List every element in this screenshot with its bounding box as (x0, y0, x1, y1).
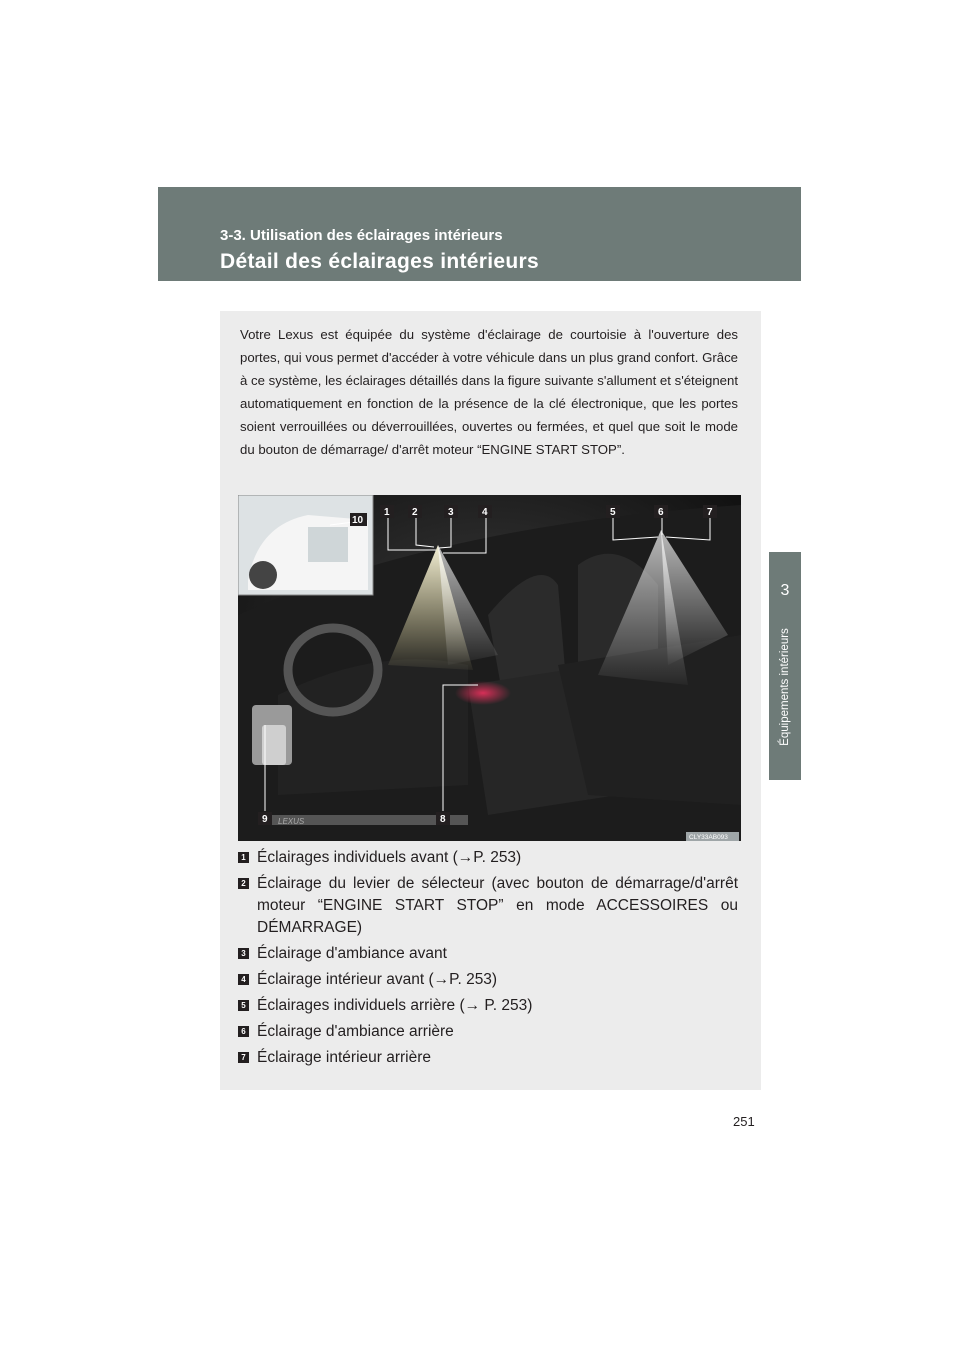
callout-4: 4 (482, 507, 488, 518)
lighting-items-list (238, 847, 738, 1073)
interior-lighting-figure (238, 495, 741, 841)
item-number-badge: 5 (238, 1000, 249, 1011)
list-item (238, 1047, 738, 1069)
list-item (238, 995, 738, 1017)
page-number: 251 (733, 1114, 755, 1129)
item-text: Éclairage d'ambiance avant (257, 945, 447, 962)
item-text: Éclairage intérieur arrière (257, 1049, 432, 1066)
item-text: Éclairage du levier de sélecteur (avec bouton de démarrage/d'arrêt moteur “ENGINE START STOP” en mode ACCESSOIRES ou DÉMARRAGE) (257, 875, 738, 936)
item-number-badge: 2 (238, 878, 249, 889)
item-number-badge: 1 (238, 852, 249, 863)
callout-8: 8 (440, 814, 446, 825)
interior-photo-illustration (238, 495, 741, 841)
callout-5: 5 (610, 507, 616, 518)
floor-logo: LEXUS (278, 817, 305, 826)
list-item (238, 847, 738, 869)
item-text: Éclairages individuels avant (→P. 253) (257, 849, 522, 866)
header-side-tab (769, 187, 801, 281)
item-text: Éclairages individuels arrière (→ P. 253) (257, 997, 533, 1014)
list-item (238, 873, 738, 939)
figure-code: CLY33AB093 (689, 834, 728, 841)
callout-10: 10 (352, 515, 364, 526)
callout-3: 3 (448, 507, 454, 518)
page-title: Détail des éclairages intérieurs (220, 250, 539, 273)
item-text: Éclairage d'ambiance arrière (257, 1023, 454, 1040)
item-number-badge: 6 (238, 1026, 249, 1037)
content-box (220, 311, 761, 1090)
section-label: 3-3. Utilisation des éclairages intérieurs (220, 227, 503, 244)
chapter-number: 3 (780, 582, 790, 599)
item-number-badge: 7 (238, 1052, 249, 1063)
chapter-tab[interactable] (769, 552, 801, 780)
callout-1: 1 (384, 507, 390, 518)
callout-6: 6 (658, 507, 664, 518)
item-text: Éclairage intérieur avant (→P. 253) (257, 971, 498, 988)
list-item (238, 969, 738, 991)
item-number-badge: 4 (238, 974, 249, 985)
item-number-badge: 3 (238, 948, 249, 959)
section-header (158, 187, 801, 281)
list-item (238, 1021, 738, 1043)
intro-paragraph: Votre Lexus est équipée du système d'éclairage de courtoisie à l'ouverture des portes, qui vous permet d'accéder à votre véhicule dans un plus grand confort. Grâce à ce système, les éclairages détaillés dans la figure suivante s'allument et s'éteignent automatiquement en fonction de la présence de la clé électronique, que les portes soient verrouillées ou déverrouillées, ouvertes ou fermées, et quel que soit le mode du bouton de démarrage/ d'arrêt moteur “ENGINE START STOP”. (240, 327, 738, 457)
callout-7: 7 (707, 507, 713, 518)
callout-2: 2 (412, 507, 418, 518)
callout-9: 9 (262, 814, 268, 825)
chapter-title: Équipements intérieurs (779, 628, 791, 746)
list-item (238, 943, 738, 965)
